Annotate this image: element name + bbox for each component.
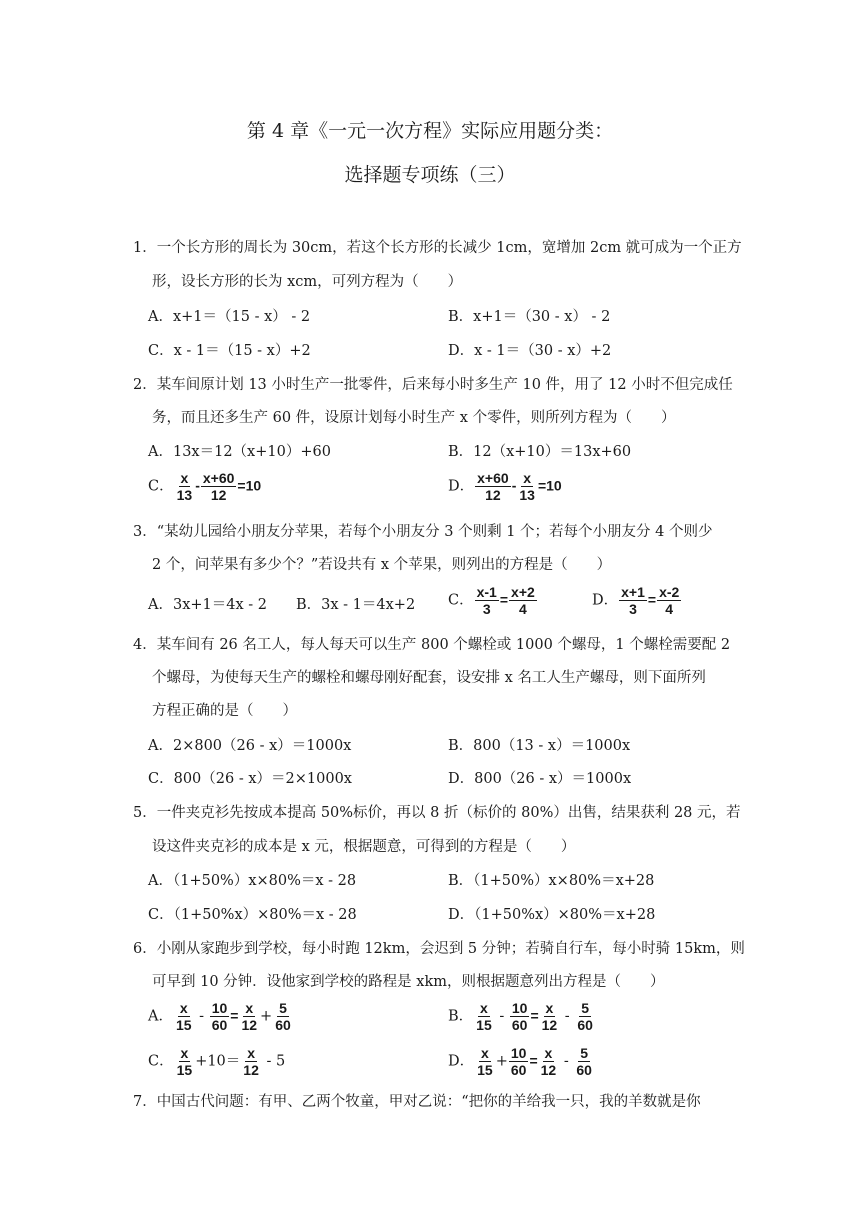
q2-text-1: 2．某车间原计划 13 小时生产一批零件，后来每小时多生产 10 件，用了 12 小时不但完成任 (133, 377, 733, 393)
numerator: 10 (511, 1000, 528, 1016)
numerator: 10 (211, 1000, 228, 1016)
operator: = (499, 591, 509, 608)
numerator: 10 (510, 1045, 527, 1061)
fraction (540, 1000, 560, 1033)
option-label: A． (148, 1008, 173, 1025)
right-hand-side: =10 (237, 477, 262, 494)
numerator: x (523, 470, 532, 486)
q4-option-c: C．800（26 - x）＝2×1000x (148, 771, 352, 787)
numerator: 5 (581, 1000, 590, 1016)
q4-text-1: 4．某车间有 26 名工人，每人每天可以生产 800 个螺栓或 1000 个螺母，1 个螺栓需要配 2 (133, 637, 731, 653)
numerator: x (245, 1000, 254, 1016)
numerator: x (481, 1045, 489, 1061)
denominator: 12 (243, 1062, 259, 1078)
q3-text-2: 2 个，问苹果有多少个？”若设共有 x 个苹果，则列出的方程是（ ） (152, 557, 612, 573)
q2-option-d (448, 470, 562, 503)
fraction (475, 1045, 495, 1078)
q1-text-2: 形，设长方形的长为 xcm，可列方程为（ ） (152, 274, 463, 290)
q6-text-1: 6．小刚从家跑步到学校，每小时跑 12km，会迟到 5 分钟；若骑自行车，每小时骑 15km，则 (133, 941, 745, 957)
numerator: x (545, 1000, 554, 1016)
fraction (175, 1045, 195, 1078)
numerator: 5 (580, 1045, 589, 1061)
denominator: 60 (511, 1017, 528, 1033)
numerator: x+2 (511, 584, 535, 600)
operator: - (559, 1053, 574, 1070)
fraction (241, 1045, 261, 1078)
q4-text-2: 个螺母，为使每天生产的螺栓和螺母刚好配套，设安排 x 名工人生产螺母，则下面所列 (152, 670, 706, 686)
numerator: x-1 (476, 584, 497, 600)
option-label: D． (592, 592, 619, 609)
operator: = (647, 591, 657, 608)
q6-text-2: 可早到 10 分钟．设他家到学校的路程是 xkm，则根据题意列出方程是（ ） (152, 974, 665, 990)
q4-text-3: 方程正确的是（ ） (152, 703, 297, 719)
denominator: 12 (485, 487, 501, 503)
fraction (174, 1000, 194, 1033)
q4-option-d: D．800（26 - x）＝1000x (448, 771, 632, 787)
fraction (509, 584, 537, 617)
denominator: 15 (477, 1062, 493, 1078)
q3-text-1: 3．“某幼儿园给小朋友分苹果，若每个小朋友分 3 个则剩 1 个；若每个小朋友分 4 个则少 (133, 524, 713, 540)
numerator: x+60 (477, 470, 509, 486)
fraction (201, 470, 237, 503)
q6-option-c (148, 1045, 285, 1078)
title-line-2: 选择题专项练（三） (344, 164, 516, 186)
title-line-1: 第 4 章《一元一次方程》实际应用题分类： (246, 120, 614, 142)
denominator: 60 (275, 1017, 291, 1033)
q1-option-d: D．x - 1＝（30 - x）+2 (448, 343, 612, 359)
fraction (210, 1000, 230, 1033)
q3-option-d (592, 584, 682, 617)
numerator: x (544, 1045, 553, 1061)
denominator: 3 (482, 601, 491, 617)
numerator: x (180, 1045, 189, 1061)
q6-option-b (448, 1000, 596, 1033)
denominator: 60 (577, 1017, 593, 1033)
operator: - (494, 1008, 509, 1025)
numerator: x+1 (621, 584, 645, 600)
fraction (657, 584, 681, 617)
q6-option-a (148, 1000, 294, 1033)
q1-option-b: B．x+1＝（30 - x） - 2 (448, 309, 611, 325)
numerator: x (180, 470, 189, 486)
fraction (475, 470, 511, 503)
option-label: C． (148, 1053, 174, 1070)
q6-option-d (448, 1045, 595, 1078)
q4-option-b: B．800（13 - x）＝1000x (448, 738, 631, 754)
fraction (510, 1000, 530, 1033)
q7-text-1: 7．中国古代问题：有甲、乙两个牧童，甲对乙说：“把你的羊给我一只，我的羊数就是你 (133, 1094, 701, 1110)
denominator: 12 (541, 1017, 558, 1033)
operator: = (530, 1007, 539, 1024)
denominator: 13 (176, 487, 193, 503)
option-label: D． (448, 1053, 475, 1070)
fraction (239, 1000, 259, 1033)
operator: +10＝ (195, 1053, 241, 1070)
q2-option-a: A．13x＝12（x+10）+60 (148, 444, 331, 460)
numerator: x (247, 1045, 255, 1061)
operator: = (230, 1007, 239, 1024)
denominator: 12 (540, 1062, 557, 1078)
operator: = (529, 1052, 538, 1069)
numerator: x (179, 1000, 188, 1016)
fraction (509, 1045, 529, 1078)
numerator: x-2 (659, 584, 680, 600)
q2-option-b: B．12（x+10）＝13x+60 (448, 444, 632, 460)
option-label: B． (448, 1008, 474, 1025)
denominator: 15 (176, 1062, 193, 1078)
denominator: 3 (629, 601, 637, 617)
operator: + (495, 1053, 508, 1070)
q5-option-d: D．（1+50%x）×80%＝x+28 (448, 907, 656, 923)
denominator: 4 (519, 601, 527, 617)
q5-text-1: 5．一件夹克衫先按成本提高 50%标价，再以 8 折（标价的 80%）出售，结果获利 28 元，若 (133, 805, 741, 821)
fraction (619, 584, 647, 617)
fraction (575, 1000, 595, 1033)
denominator: 13 (519, 487, 535, 503)
q2-text-2: 务，而且还多生产 60 件，设原计划每小时生产 x 个零件，则所列方程为（ ） (152, 410, 676, 426)
fraction (474, 1000, 494, 1033)
denominator: 60 (510, 1062, 527, 1078)
denominator: 12 (241, 1017, 258, 1033)
q1-option-c: C．x - 1＝（15 - x）+2 (148, 343, 311, 359)
operator: - (195, 477, 200, 494)
operator: + (260, 1008, 273, 1025)
option-label: D． (448, 478, 475, 495)
operator: - (194, 1008, 209, 1025)
option-label: C． (448, 592, 474, 609)
q1-text-1: 1．一个长方形的周长为 30cm，若这个长方形的长减少 1cm，宽增加 2cm 就可成为一个正方 (133, 240, 742, 256)
q5-option-a: A．（1+50%）x×80%＝x - 28 (148, 873, 357, 889)
q5-option-c: C．（1+50%x）×80%＝x - 28 (148, 907, 357, 923)
denominator: 15 (175, 1017, 192, 1033)
fraction (475, 584, 499, 617)
fraction (539, 1045, 559, 1078)
denominator: 60 (211, 1017, 228, 1033)
operator: - (560, 1008, 575, 1025)
numerator: 5 (279, 1000, 287, 1016)
q5-text-2: 设这件夹克衫的成本是 x 元，根据题意，可得到的方程是（ ） (152, 839, 576, 855)
q3-option-b: B．3x - 1＝4x+2 (296, 597, 416, 613)
fraction (574, 1045, 594, 1078)
numerator: x (480, 1000, 488, 1016)
q3-option-a: A．3x+1＝4x - 2 (148, 597, 267, 613)
denominator: 15 (476, 1017, 492, 1033)
denominator: 60 (576, 1062, 592, 1078)
q3-option-c (448, 584, 538, 617)
option-label: C． (148, 478, 174, 495)
fraction (273, 1000, 293, 1033)
numerator: x+60 (202, 470, 235, 486)
q1-option-a: A．x+1＝（15 - x） - 2 (148, 309, 311, 325)
denominator: 4 (665, 601, 674, 617)
operator: - 5 (261, 1053, 286, 1070)
operator: - (511, 477, 517, 494)
denominator: 12 (210, 487, 227, 503)
q5-option-b: B．（1+50%）x×80%＝x+28 (448, 873, 655, 889)
q4-option-a: A．2×800（26 - x）＝1000x (148, 738, 352, 754)
fraction (517, 470, 537, 503)
fraction (175, 470, 195, 503)
q2-option-c (148, 470, 261, 503)
right-hand-side: =10 (537, 477, 562, 494)
